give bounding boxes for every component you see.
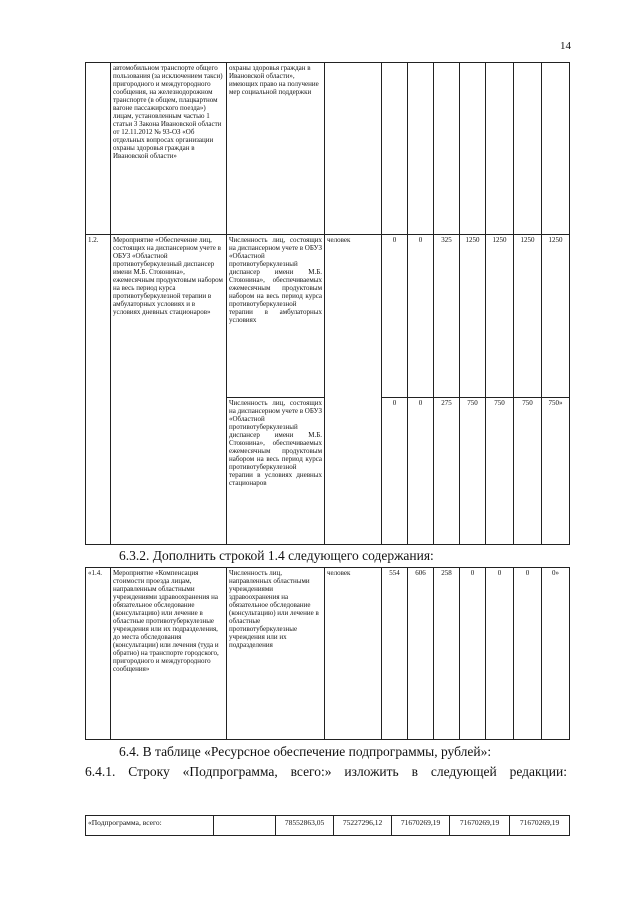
cell-value: 325: [434, 235, 460, 398]
heading-6-4: 6.4. В таблице «Ресурсное обеспечение подпрограммы, рублей»:: [119, 744, 492, 759]
cell-value: 0: [382, 235, 408, 398]
cell-value: 78552863,05: [276, 816, 334, 836]
table-row: [86, 63, 570, 235]
cell-row-number: 1.2.: [86, 235, 111, 545]
cell: [486, 63, 514, 235]
heading-6-4-1: 6.4.1. Строку «Подпрограмма, всего:» изложить в следующей редакции:: [85, 764, 567, 779]
cell: [542, 63, 570, 235]
cell-value: 75227296,12: [334, 816, 392, 836]
cell-value: 258: [434, 568, 460, 740]
cell-row-number: «1.4.: [86, 568, 111, 740]
cell-value: 71670269,19: [450, 816, 510, 836]
cell-value: 1250: [542, 235, 570, 398]
cell-value: 750: [514, 398, 542, 545]
cell-value: 275: [434, 398, 460, 545]
cell-measure-name: Мероприятие «Компенсация стоимости проезда лицам, направленным областными учреждениями здравоохранения на обязательное обследование (консультацию) или лечение в областные противотуберкулезные учреждения или их подразделения, до места обследования (консультации) или лечения (туда и обратно) на транспорте городского, пригородного и междугородного сообщения»: [111, 568, 227, 740]
table-row: [86, 568, 570, 740]
cell: [325, 63, 382, 235]
cell-value: 0: [382, 398, 408, 545]
cell: [408, 63, 434, 235]
cell: [434, 63, 460, 235]
cell: [214, 816, 276, 836]
cell-value: 1250: [460, 235, 486, 398]
cell: [460, 63, 486, 235]
cell-value: 0: [460, 568, 486, 740]
cell-value: 606: [408, 568, 434, 740]
cell-value: 750: [460, 398, 486, 545]
table-row: [86, 816, 570, 836]
cell-value: 554: [382, 568, 408, 740]
cell-value: 0: [514, 568, 542, 740]
cell-value: 0: [408, 398, 434, 545]
cell: [382, 63, 408, 235]
cell-indicator: Численность лиц, направленных областными учреждениями здравоохранения на обязательное обследование (консультацию) или лечение в областные противотуберкулезные учреждения или их подразделения: [227, 568, 325, 740]
cell-value: 0: [408, 235, 434, 398]
indicators-table-top: [85, 62, 570, 545]
indicators-table-row-1-4: [85, 567, 570, 740]
cell-indicator: Численность лиц, состоящих на диспансерном учете в ОБУЗ «Областной противотуберкулезный диспансер имени М.Б. Стоюнина», обеспечиваемых ежемесячным продуктовым набором на весь период курса противотуберкулезной терапии в условиях дневных стационаров: [227, 398, 325, 545]
cell-value: 750: [486, 398, 514, 545]
cell-value: 71670269,19: [510, 816, 570, 836]
cell-value: 71670269,19: [392, 816, 450, 836]
resource-table-row: [85, 815, 570, 836]
table-row: [86, 235, 570, 398]
cell-value: 1250: [514, 235, 542, 398]
cell: [514, 63, 542, 235]
cell-indicator: охраны здоровья граждан в Ивановской области», имеющих право на получение мер социальной поддержки: [227, 63, 325, 235]
cell-value: 0»: [542, 568, 570, 740]
cell-unit: человек: [325, 568, 382, 740]
cell-measure-name: Мероприятие «Обеспечение лиц, состоящих на диспансерном учете в ОБУЗ «Областной противотуберкулезный диспансер имени М.Б. Стоюнина», ежемесячным продуктовым набором на весь период курса противотуберкулезной терапии в амбулаторных условиях и в условиях дневных стационаров»: [111, 235, 227, 545]
cell-indicator: Численность лиц, состоящих на диспансерном учете в ОБУЗ «Областной противотуберкулезный диспансер имени М.Б. Стоюнина», обеспечиваемых ежемесячным продуктовым набором на весь период курса противотуберкулезной терапии в амбулаторных условиях: [227, 235, 325, 398]
cell-value: 0: [486, 568, 514, 740]
cell-unit: человек: [325, 235, 382, 545]
cell-label: «Подпрограмма, всего:: [86, 816, 214, 836]
cell-value: 1250: [486, 235, 514, 398]
heading-6-3-2: 6.3.2. Дополнить строкой 1.4 следующего содержания:: [119, 548, 434, 563]
cell-value: 750»: [542, 398, 570, 545]
page-number: 14: [560, 40, 571, 52]
cell-measure-name: автомобильном транспорте общего пользования (за исключением такси) пригородного и междугородного сообщения, на железнодорожном транспорте (в общем, плацкартном вагоне пассажирского поезда») лицам, установленным частью 1 статьи 3 Закона Ивановской области от 12.11.2012 № 93-ОЗ «Об отдельных вопросах организации охраны здоровья граждан в Ивановской области»: [111, 63, 227, 235]
cell: [86, 63, 111, 235]
